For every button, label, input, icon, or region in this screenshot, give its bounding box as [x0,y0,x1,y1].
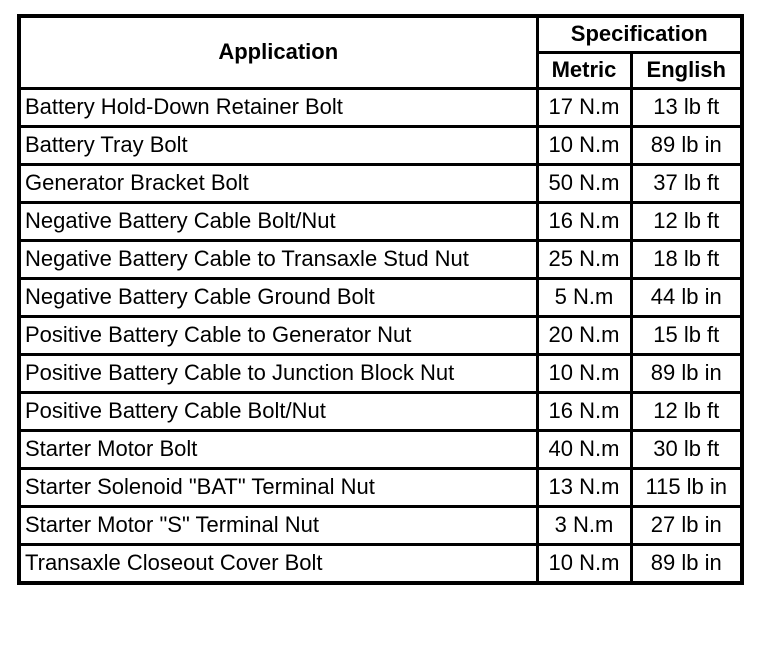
application-cell: Generator Bracket Bolt [19,164,537,202]
english-cell: 30 lb ft [631,430,742,468]
metric-cell: 5 N.m [537,278,631,316]
application-cell: Positive Battery Cable to Generator Nut [19,316,537,354]
english-cell: 13 lb ft [631,88,742,126]
header-row-top [19,16,742,52]
table-row [19,468,742,506]
application-cell: Starter Motor "S" Terminal Nut [19,506,537,544]
metric-header: Metric [537,52,631,88]
english-cell: 115 lb in [631,468,742,506]
metric-cell: 16 N.m [537,392,631,430]
metric-cell: 13 N.m [537,468,631,506]
table-row [19,278,742,316]
application-header: Application [19,16,537,88]
english-cell: 89 lb in [631,126,742,164]
table-row [19,544,742,583]
english-cell: 15 lb ft [631,316,742,354]
application-cell: Positive Battery Cable Bolt/Nut [19,392,537,430]
english-cell: 18 lb ft [631,240,742,278]
metric-cell: 50 N.m [537,164,631,202]
table-row [19,88,742,126]
application-cell: Positive Battery Cable to Junction Block Nut [19,354,537,392]
english-cell: 89 lb in [631,354,742,392]
application-cell: Starter Solenoid "BAT" Terminal Nut [19,468,537,506]
metric-cell: 20 N.m [537,316,631,354]
table-row [19,202,742,240]
english-header: English [631,52,742,88]
english-cell: 89 lb in [631,544,742,583]
table-row [19,430,742,468]
table-row [19,164,742,202]
metric-cell: 10 N.m [537,126,631,164]
table-row [19,316,742,354]
english-cell: 12 lb ft [631,392,742,430]
table-row [19,240,742,278]
application-cell: Transaxle Closeout Cover Bolt [19,544,537,583]
table-row [19,354,742,392]
metric-cell: 10 N.m [537,354,631,392]
application-cell: Negative Battery Cable to Transaxle Stud Nut [19,240,537,278]
english-cell: 12 lb ft [631,202,742,240]
table-row [19,392,742,430]
table-row [19,126,742,164]
metric-cell: 3 N.m [537,506,631,544]
table-body [19,88,742,583]
table-header [19,16,742,88]
english-cell: 27 lb in [631,506,742,544]
metric-cell: 10 N.m [537,544,631,583]
table-row [19,506,742,544]
metric-cell: 17 N.m [537,88,631,126]
metric-cell: 16 N.m [537,202,631,240]
application-cell: Starter Motor Bolt [19,430,537,468]
application-cell: Battery Hold-Down Retainer Bolt [19,88,537,126]
metric-cell: 25 N.m [537,240,631,278]
application-cell: Battery Tray Bolt [19,126,537,164]
english-cell: 37 lb ft [631,164,742,202]
application-cell: Negative Battery Cable Ground Bolt [19,278,537,316]
english-cell: 44 lb in [631,278,742,316]
specification-header: Specification [537,16,742,52]
fastener-spec-table-wrapper [17,14,744,585]
fastener-spec-table [17,14,744,585]
application-cell: Negative Battery Cable Bolt/Nut [19,202,537,240]
metric-cell: 40 N.m [537,430,631,468]
